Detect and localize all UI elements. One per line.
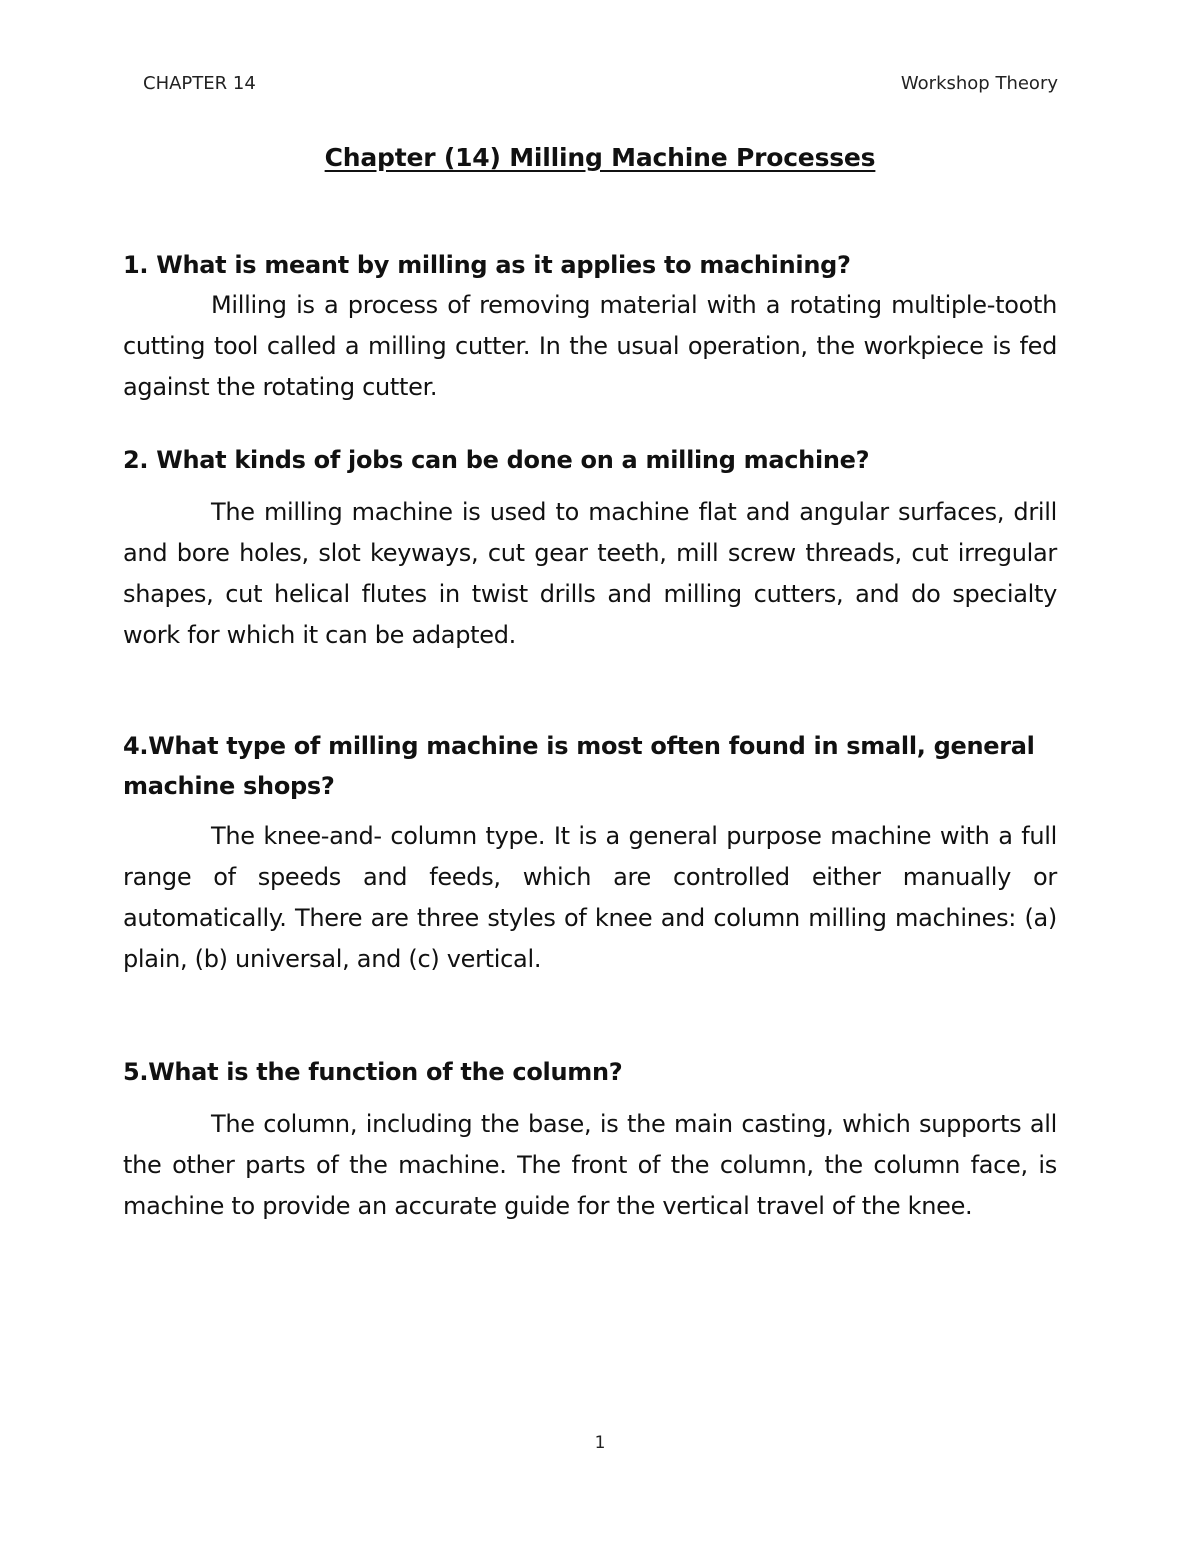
- qa-block: [123, 440, 1057, 656]
- header-chapter: CHAPTER 14: [143, 73, 256, 94]
- qa-block: [123, 726, 1057, 980]
- document-body: [123, 245, 1057, 1227]
- question: 2. What kinds of jobs can be done on a milling machine?: [123, 446, 870, 474]
- answer: Milling is a process of removing material with a rotating multiple-tooth cutting tool called a milling cutter. In the usual operation, the workpiece is fed against the rotating cutter.: [123, 291, 1057, 401]
- question: 5.What is the function of the column?: [123, 1058, 623, 1086]
- question: 4.What type of milling machine is most often found in small, general machine shops?: [123, 732, 1035, 800]
- header-subject: Workshop Theory: [900, 73, 1058, 94]
- page-title: Chapter (14) Milling Machine Processes: [324, 143, 876, 172]
- answer: The milling machine is used to machine flat and angular surfaces, drill and bore holes, slot keyways, cut gear teeth, mill screw threads, cut irregular shapes, cut helical flutes in twist drills and milling cutters, and do specialty work for which it can be adapted.: [123, 498, 1057, 649]
- question: 1. What is meant by milling as it applies to machining?: [123, 251, 851, 279]
- page-number: 1: [594, 1433, 606, 1453]
- qa-block: [123, 245, 1057, 408]
- answer: The knee-and- column type. It is a general purpose machine with a full range of speeds and feeds, which are controlled either manually or automatically. There are three styles of knee and column milling machines: (a) plain, (b) universal, and (c) vertical.: [123, 822, 1057, 973]
- qa-block: [123, 1052, 1057, 1227]
- answer: The column, including the base, is the main casting, which supports all the other parts of the machine. The front of the column, the column face, is machine to provide an accurate guide for the vertical travel of the knee.: [123, 1110, 1057, 1220]
